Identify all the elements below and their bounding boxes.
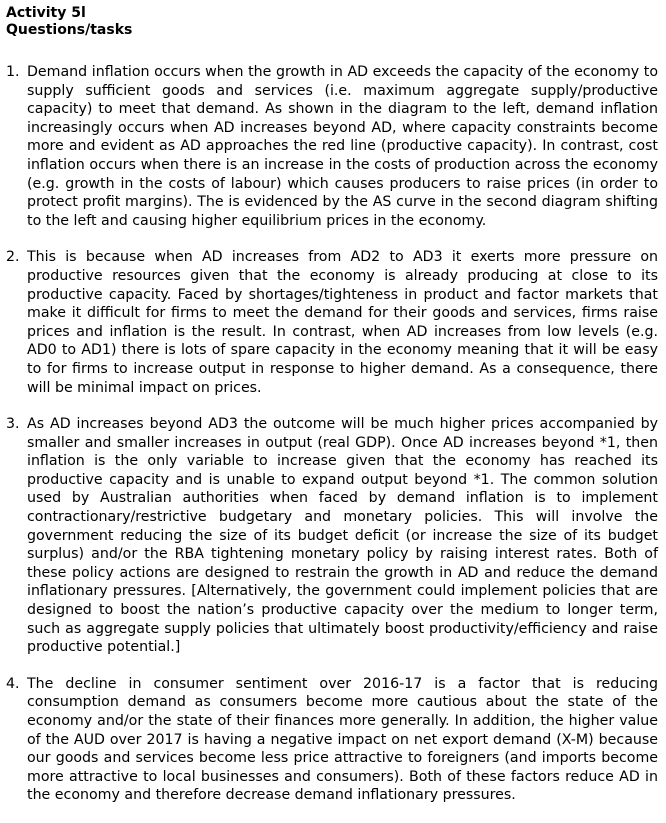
answer-item-1 [6,63,658,230]
answers-list [6,63,658,805]
document-page [6,5,658,823]
answer-item-2 [6,248,658,397]
answer-item-4 [6,675,658,805]
answer-text: This is because when AD increases from AD2 to AD3 it exerts more pressure on productive resources given that the economy is already producing at close to its productive capacity. Faced by shortages/tighteness in product and factor markets that make it difficult for firms to meet the demand for their goods and services, firms raise prices and inflation is the result. In contrast, when AD increases from low levels (e.g. AD0 to AD1) there is lots of spare capacity in the economy meaning that it will be easy to for firms to increase output in response to higher demand. As a consequence, there will be minimal impact on prices. [27,249,658,396]
answer-item-3 [6,415,658,657]
questions-subtitle: Questions/tasks [6,22,133,38]
activity-title: Activity 5l [6,5,86,21]
answer-number: 2. [6,249,20,266]
answer-text: Demand inflation occurs when the growth in AD exceeds the capacity of the economy to supply sufficient goods and services (i.e. maximum aggregate supply/productive capacity) to meet that demand. As shown in the diagram to the left, demand inflation increasingly occurs when AD increases beyond AD, where capacity constraints become more and evident as AD approaches the red line (productive capacity). In contrast, cost inflation occurs when there is an increase in the costs of production across the economy (e.g. growth in the costs of labour) which causes producers to raise prices (in order to protect profit margins). The is evidenced by the AS curve in the second diagram shifting to the left and causing higher equilibrium prices in the economy. [27,64,658,229]
answer-number: 3. [6,416,20,433]
answer-text: As AD increases beyond AD3 the outcome will be much higher prices accompanied by smaller and smaller increases in output (real GDP). Once AD increases beyond *1, then inflation is the only variable to increase given that the economy has reached its productive capacity and is unable to expand output beyond *1. The common solution used by Australian authorities when faced by demand inflation is to implement contractionary/restrictive budgetary and monetary policies. This will involve the government reducing the size of its budget deficit (or increase the size of its budget surplus) and/or the RBA tightening monetary policy by raising interest rates. Both of these policy actions are designed to restrain the growth in AD and reduce the demand inflationary pressures. [Alternatively, the government could implement policies that are designed to boost the nation’s productive capacity over the medium to longer term, such as aggregate supply policies that ultimately boost productivity/efficiency and raise productive potential.] [27,416,658,656]
answer-number: 4. [6,675,20,692]
answer-text: The decline in consumer sentiment over 2016-17 is a factor that is reducing consumption demand as consumers become more cautious about the state of the economy and/or the state of their finances more generally. In addition, the higher value of the AUD over 2017 is having a negative impact on net export demand (X-M) because our goods and services become less price attractive to foreigners (and imports become more attractive to local businesses and consumers). Both of these factors reduce AD in the economy and therefore decrease demand inflationary pressures. [27,675,658,804]
answer-number: 1. [6,64,20,80]
